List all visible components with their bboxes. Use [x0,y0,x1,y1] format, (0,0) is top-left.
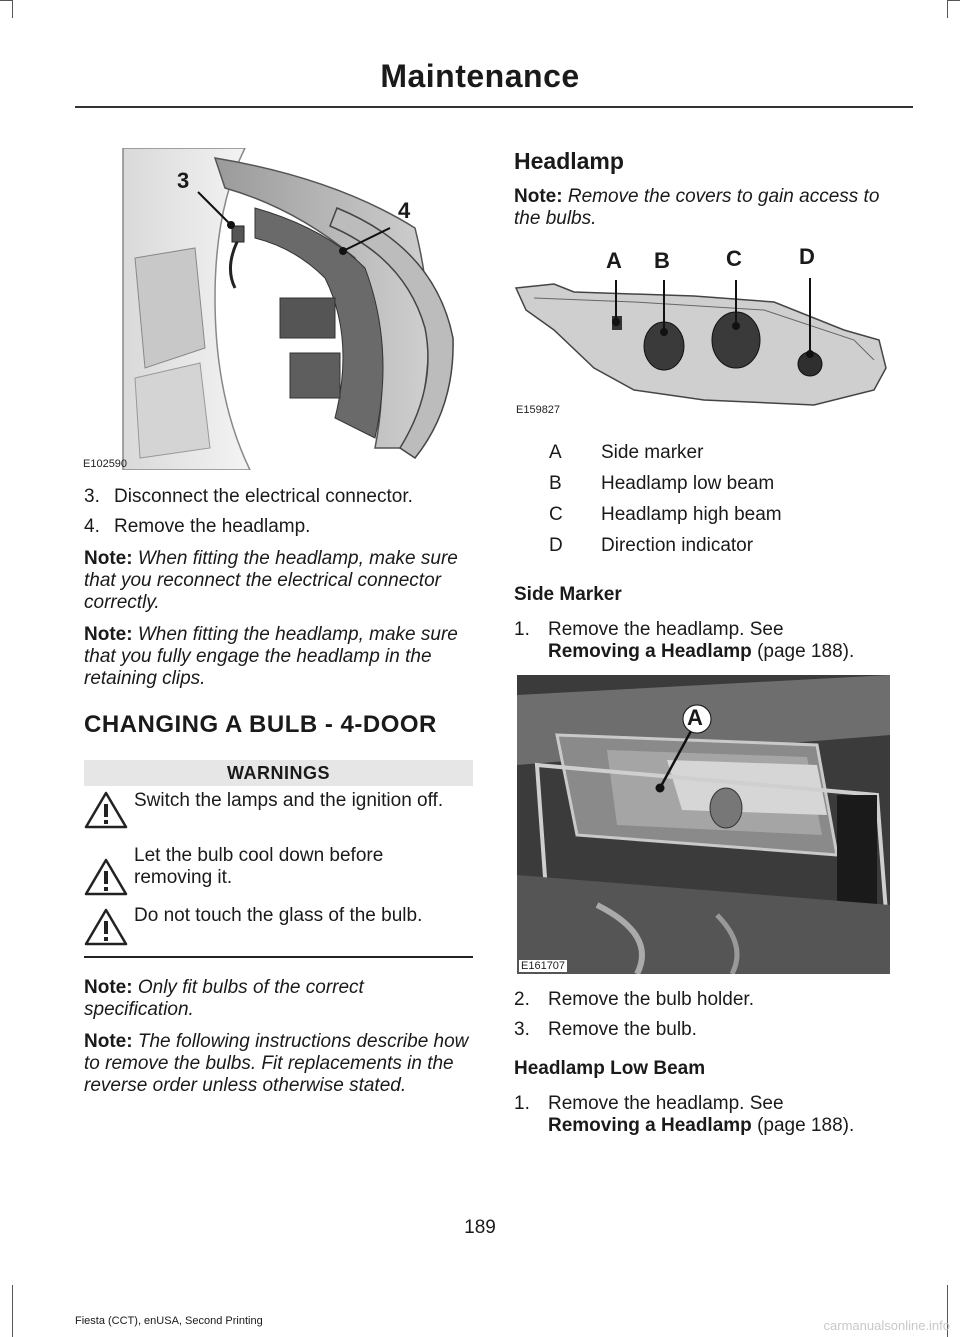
note [84,624,476,690]
figure-code: E102590 [83,458,128,470]
step-text-wrap [548,619,854,663]
left-column [84,486,476,690]
headlamp-bulbs-illustration [514,240,894,420]
warning-item [84,790,476,845]
note-label: Note: [84,977,133,998]
legend-key: D [549,535,563,556]
step-number: 2. [514,989,530,1010]
callout-c: C [726,246,742,271]
figure-code: E159827 [516,404,561,416]
step-item [84,516,476,538]
section-title: CHANGING A BULB - 4-DOOR [84,711,437,738]
note-label: Note: [84,1031,133,1052]
crop-mark [12,1285,13,1337]
legend-value: Direction indicator [601,535,754,556]
left-notes-2 [84,977,476,1097]
step-text: Remove the bulb. [548,1019,697,1040]
warning-item [84,905,476,949]
legend-key: B [549,473,562,494]
legend-value: Headlamp high beam [601,504,782,525]
crop-mark [12,0,13,18]
step-text: Remove the bulb holder. [548,989,754,1010]
note-text: When fitting the headlamp, make sure that you reconnect the electrical connector correctly. [84,548,458,613]
step-number: 4. [84,516,100,537]
note-label: Note: [84,548,133,569]
section-headlamp-title: Headlamp [514,148,624,174]
figure-headlamp-removal [75,148,473,470]
step-text: Remove the headlamp. See [548,619,784,640]
step-number: 1. [514,1093,530,1114]
step-number: 1. [514,619,530,640]
step-number: 3. [514,1019,530,1040]
legend-key: C [549,504,563,525]
callout-a: A [687,705,703,730]
callout-4: 4 [398,198,411,223]
note-text: Only fit bulbs of the correct specification. [84,977,364,1020]
note-text: When fitting the headlamp, make sure that you fully engage the headlamp in the retaining clips. [84,624,458,689]
cross-ref-link[interactable]: Removing a Headlamp [548,1115,752,1136]
step-item [514,619,906,663]
step-item [514,1019,906,1041]
warning-text: Do not touch the glass of the bulb. [134,905,423,926]
headlamp-removal-illustration [75,148,473,470]
note [514,186,906,230]
watermark: carmanualsonline.info [823,1318,950,1333]
warning-triangle-icon [84,907,128,947]
step-item [514,989,906,1011]
cross-ref-link[interactable]: Removing a Headlamp [548,641,752,662]
note [84,548,476,614]
note-text: Remove the covers to gain access to the bulbs. [514,186,880,229]
figure-side-marker [517,675,890,974]
legend-row [549,535,909,557]
subsection-title: Headlamp Low Beam [514,1058,706,1079]
side-marker-photo [517,675,890,974]
callout-d: D [799,244,815,269]
page-ref: (page 188). [757,1115,855,1136]
page-number: 189 [464,1217,496,1238]
note [84,1031,476,1097]
note-text: The following instructions describe how to remove the bulbs. Fit replacements in the reverse order unless otherwise stated. [84,1031,469,1096]
warning-triangle-icon [84,790,128,830]
warning-item [84,845,476,905]
legend-value: Side marker [601,442,704,463]
step-item [84,486,476,508]
legend-row [549,442,909,464]
warnings-rule [84,956,473,958]
warning-text: Switch the lamps and the ignition off. [134,790,444,811]
step-item [514,1093,906,1137]
step-number: 3. [84,486,100,507]
legend-row [549,473,909,495]
warning-triangle-icon [84,857,128,897]
callout-3: 3 [177,168,190,193]
edition-footer: Fiesta (CCT), enUSA, Second Printing [75,1315,263,1327]
legend-key: A [549,442,562,463]
crop-mark [947,0,948,18]
subsection-title: Side Marker [514,584,622,605]
warning-text: Let the bulb cool down before removing it. [134,845,384,888]
header-rule [75,106,913,108]
crop-mark [0,0,12,1]
legend-table [549,442,909,557]
step-text: Remove the headlamp. [114,516,311,537]
side-marker-steps [514,989,906,1041]
page-title: Maintenance [380,58,580,94]
legend-value: Headlamp low beam [601,473,775,494]
figure-code: E161707 [521,960,566,972]
note-label: Note: [514,186,563,207]
callout-a: A [606,248,622,273]
legend-row [549,504,909,526]
step-text: Remove the headlamp. See [548,1093,784,1114]
step-text-wrap [548,1093,854,1137]
figure-headlamp-bulbs [514,240,894,420]
warnings-header: WARNINGS [84,760,473,786]
step-text: Disconnect the electrical connector. [114,486,413,507]
callout-b: B [654,248,670,273]
page-ref: (page 188). [757,641,855,662]
note-label: Note: [84,624,133,645]
crop-mark [947,0,960,1]
note [84,977,476,1021]
warnings-list [84,790,476,949]
